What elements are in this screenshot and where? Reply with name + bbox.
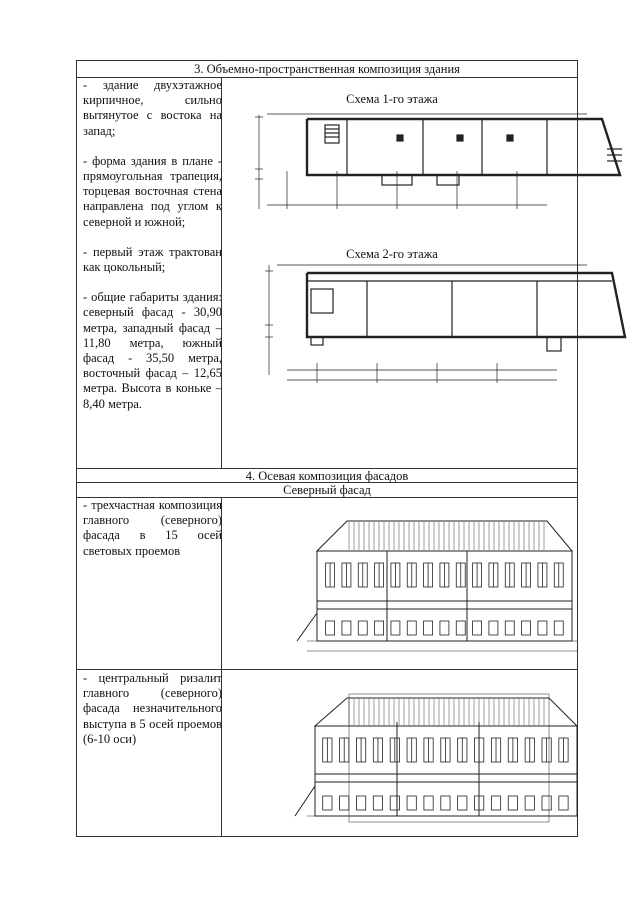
north-facade-drawing-2 [267, 686, 577, 831]
floor-plan-2-drawing [247, 265, 567, 395]
scheme-1-caption: Схема 1-го этажа [346, 92, 438, 106]
composition-table [76, 60, 578, 837]
list-item: - форма здания в плане - прямоугольная трапеция, торцевая восточная стена направлена под углом к северной и южной; [83, 153, 222, 229]
section4-title: 4. Осевая композиция фасадов [245, 469, 409, 483]
scheme-2-caption: Схема 2-го этажа [346, 247, 438, 261]
floor-plan-1-drawing [247, 109, 567, 229]
list-item: - центральный ризалит главного (северного) фасада незначительного выступа в 5 осей проемов (6-10 оси) [83, 671, 222, 746]
list-item: - первый этаж трактован как цокольный; [83, 244, 222, 275]
list-item: - общие габариты здания: северный фасад - 30,90 метра, западный фасад – 11,80 метра, южный фасад - 35,50 метра, восточный фасад – 12,65 метра. Высота в коньке – 8,40 метра. [83, 290, 222, 411]
list-item: - здание двухэтажное кирпичное, сильно вытянутое с востока на запад; [83, 78, 222, 138]
section3-text [83, 78, 222, 427]
section3-title: 3. Объемно-пространственная композиция здания [194, 62, 460, 76]
facade-item-1 [83, 498, 222, 574]
facade-subtitle: Северный фасад [283, 483, 371, 497]
north-facade-drawing-1 [267, 513, 577, 663]
facade-item-2 [83, 671, 222, 762]
list-item: - трехчастная композиция главного (северного) фасада в 15 осей световых проемов [83, 498, 222, 558]
